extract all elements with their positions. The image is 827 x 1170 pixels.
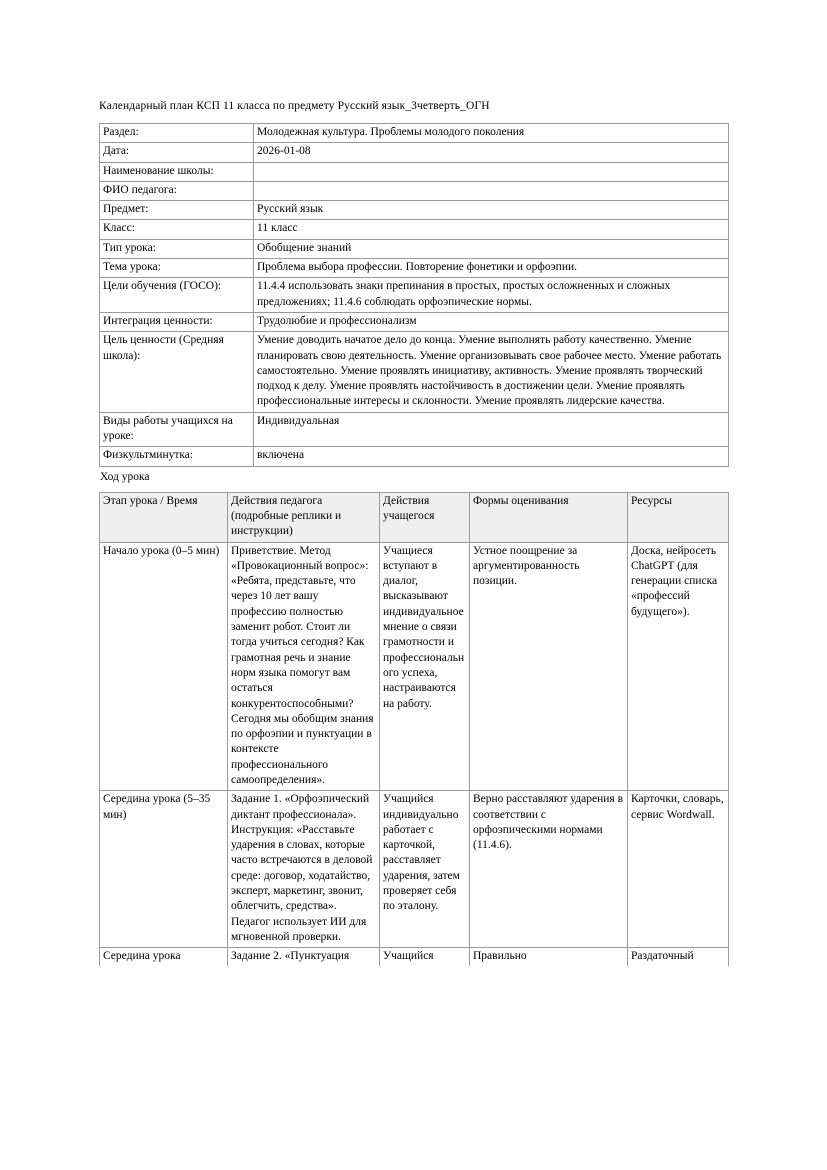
table-row <box>100 239 729 258</box>
info-label: Тема урока: <box>100 259 254 278</box>
cell-stage <box>100 948 228 967</box>
info-label: Тип урока: <box>100 239 254 258</box>
cell-student-actions: Учащийся индивидуально работает с карточкой, расставляет ударения, затем проверяет себя по эталону. <box>380 791 470 948</box>
lesson-flow-caption: Ход урока <box>100 470 150 483</box>
lesson-flow-head <box>100 492 729 542</box>
table-row <box>100 542 729 791</box>
info-label: Цели обучения (ГОСО): <box>100 278 254 313</box>
info-label: Виды работы учащихся на уроке: <box>100 412 254 447</box>
table-header-row <box>100 492 729 542</box>
table-row <box>100 201 729 220</box>
info-value: Проблема выбора профессии. Повторение фонетики и орфоэпии. <box>254 259 729 278</box>
table-row <box>100 312 729 331</box>
cell-text: Задание 2. «Пунктуация <box>231 950 350 963</box>
table-row <box>100 220 729 239</box>
info-value: включена <box>254 447 729 466</box>
cell-resources: Карточки, словарь, сервис Wordwall. <box>628 791 729 948</box>
info-value <box>254 181 729 200</box>
cell-stage: Середина урока (5–35 мин) <box>100 791 228 948</box>
table-row <box>100 447 729 466</box>
table-row <box>100 278 729 313</box>
cell-teacher-actions: Задание 1. «Орфоэпический диктант профессионала». Инструкция: «Расставьте ударения в словах, которые часто встречаются в деловой среде: договор, ходатайство, эксперт, маркетинг, звонит, облегчить, средства». Педагог использует ИИ для мгновенной проверки. <box>228 791 380 948</box>
cell-resources <box>628 948 729 967</box>
table-row <box>100 162 729 181</box>
cell-teacher-actions: Приветствие. Метод «Провокационный вопрос»: «Ребята, представьте, что через 10 лет вашу профессию полностью заменит робот. Стоит ли тогда учиться сегодня? Как грамотная речь и знание норм языка помогут вам остаться конкурентоспособными? Сегодня мы обобщим знания по орфоэпии и пунктуации в контексте профессионального самоопределения». <box>228 542 380 791</box>
info-label: Предмет: <box>100 201 254 220</box>
lesson-flow-body <box>100 542 729 966</box>
info-label: Класс: <box>100 220 254 239</box>
info-label: ФИО педагога: <box>100 181 254 200</box>
table-row <box>100 143 729 162</box>
table-row <box>100 412 729 447</box>
table-row <box>100 259 729 278</box>
info-label: Интеграция ценности: <box>100 312 254 331</box>
table-row <box>100 181 729 200</box>
table-row <box>100 791 729 948</box>
cell-stage: Начало урока (0–5 мин) <box>100 542 228 791</box>
column-header-resources: Ресурсы <box>628 492 729 542</box>
info-value: 2026-01-08 <box>254 143 729 162</box>
lesson-info-body <box>100 124 729 467</box>
info-value: Умение доводить начатое дело до конца. Умение выполнять работу качественно. Умение планировать свою деятельность. Умение организовывать свое рабочее место. Умение работать самостоятельно. Умение проявлять инициативу, активность. Умение проявлять творческий подход к делу. Умение проявлять настойчивость в достижении цели. Умение проявлять профессиональные интересы и склонности. Умение проявлять лидерские качества. <box>254 332 729 412</box>
info-value: Русский язык <box>254 201 729 220</box>
table-row <box>100 948 729 967</box>
info-label: Наименование школы: <box>100 162 254 181</box>
cell-text: Середина урока <box>103 950 181 963</box>
column-header-teacher-actions: Действия педагога (подробные реплики и инструкции) <box>228 492 380 542</box>
column-header-student-actions: Действия учащегося <box>380 492 470 542</box>
cell-text: Раздаточный <box>631 950 694 963</box>
table-row <box>100 124 729 143</box>
lesson-info-table <box>99 123 729 467</box>
info-label: Физкультминутка: <box>100 447 254 466</box>
document-content <box>99 98 728 966</box>
page-title: Календарный план КСП 11 класса по предмету Русский язык_3четверть_ОГН <box>99 100 490 112</box>
info-value: Обобщение знаний <box>254 239 729 258</box>
cell-student-actions: Учащиеся вступают в диалог, высказывают индивидуальное мнение о связи грамотности и профессионального успеха, настраиваются на работу. <box>380 542 470 791</box>
info-label: Цель ценности (Средняя школа): <box>100 332 254 412</box>
info-value: 11 класс <box>254 220 729 239</box>
cell-resources: Доска, нейросеть ChatGPT (для генерации списка «профессий будущего»). <box>628 542 729 791</box>
info-value: Индивидуальная <box>254 412 729 447</box>
cell-assessment <box>470 948 628 967</box>
lesson-flow-table <box>99 492 729 967</box>
info-value <box>254 162 729 181</box>
cell-assessment: Верно расставляют ударения в соответствии с орфоэпическими нормами (11.4.6). <box>470 791 628 948</box>
info-label: Раздел: <box>100 124 254 143</box>
table-row <box>100 332 729 412</box>
cell-student-actions <box>380 948 470 967</box>
cell-text: Правильно <box>473 950 527 963</box>
info-value: Трудолюбие и профессионализм <box>254 312 729 331</box>
cell-text: Учащийся <box>383 950 434 963</box>
info-value: Молодежная культура. Проблемы молодого поколения <box>254 124 729 143</box>
column-header-stage: Этап урока / Время <box>100 492 228 542</box>
cell-teacher-actions <box>228 948 380 967</box>
info-value: 11.4.4 использовать знаки препинания в простых, простых осложненных и сложных предложениях; 11.4.6 соблюдать орфоэпические нормы. <box>254 278 729 313</box>
info-label: Дата: <box>100 143 254 162</box>
cell-assessment: Устное поощрение за аргументированность позиции. <box>470 542 628 791</box>
column-header-assessment: Формы оценивания <box>470 492 628 542</box>
